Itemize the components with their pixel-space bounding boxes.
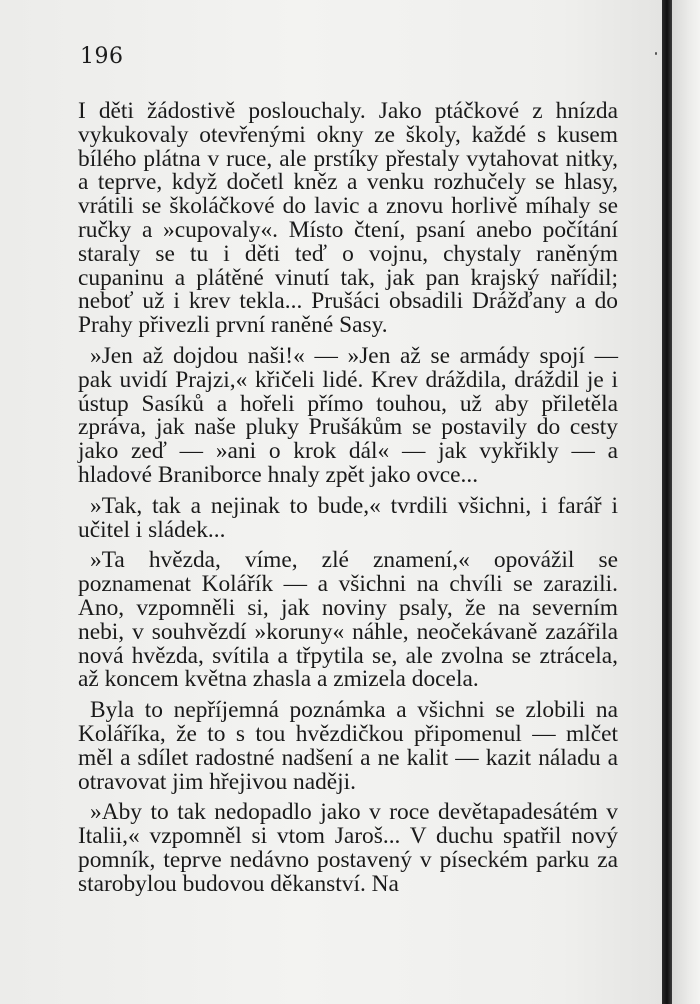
paragraph-6: »Aby to tak nedopadlo jako v roce devětapadesátém v Italii,« vzpomněl si vtom Jaroš... V duchu spatřil nový pomník, teprve nedávno postavený v píseckém parku za starobylou budovou děkanství. Na (78, 799, 618, 897)
body-text (78, 100, 618, 904)
page-number: 196 (80, 44, 124, 69)
next-page-edge (672, 0, 700, 1004)
paper-speck (655, 52, 657, 55)
paragraph-5: Byla to nepříjemná poznámka a všichni se zlobili na Koláříka, že to s tou hvězdičkou připomenul — mlčet měl a sdílet radostné nadšení a ne kalit — kazit náladu a otravovat jim hřejivou naději. (78, 697, 618, 795)
paragraph-2: »Jen až dojdou naši!« — »Jen až se armády spojí — pak uvidí Prajzi,« křičeli lidé. Krev dráždila, dráždil je i ústup Sasíků a hořeli přímo touhou, už aby přiletěla zpráva, jak naše pluky Prušákům se postavily do cesty jako zeď — »ani o krok dál« — jak vykřikly — a hladové Braniborce hnaly zpět jako ovce... (78, 342, 618, 488)
book-spine-shadow (662, 0, 672, 1004)
paragraph-3: »Tak, tak a nejinak to bude,« tvrdili všichni, i farář i učitel i sládek... (78, 492, 618, 543)
paragraph-4: »Ta hvězda, víme, zlé znamení,« opovážil se poznamenat Kolářík — a všichni na chvíli se zarazili. Ano, vzpomněli si, jak noviny psaly, že na severním nebi, v souhvězdí »koruny« náhle, neočekávaně zazářila nová hvězda, svítila a třpytila se, ale zvolna se ztrácela, až koncem května zhasla a zmizela docela. (78, 547, 618, 693)
paragraph-1: I děti žádostivě poslouchaly. Jako ptáčkové z hnízda vykukovaly otevřenými okny ze školy, každé s kusem bílého plátna v ruce, ale prstíky přestaly vytahovat nitky, a teprve, když dočetl kněz a venku rozhučely se hlasy, vrátili se školáčkové do lavic a znovu horlivě míhaly se ručky a »cupovaly«. Místo čtení, psaní anebo počítání staraly se tu i děti teď o vojnu, chystaly raněným cupaninu a plátěné vinutí tak, jak pan krajský nařídil; neboť už i krev tekla... Prušáci obsadili Drážďany a do Prahy přivezli první raněné Sasy. (78, 98, 618, 339)
